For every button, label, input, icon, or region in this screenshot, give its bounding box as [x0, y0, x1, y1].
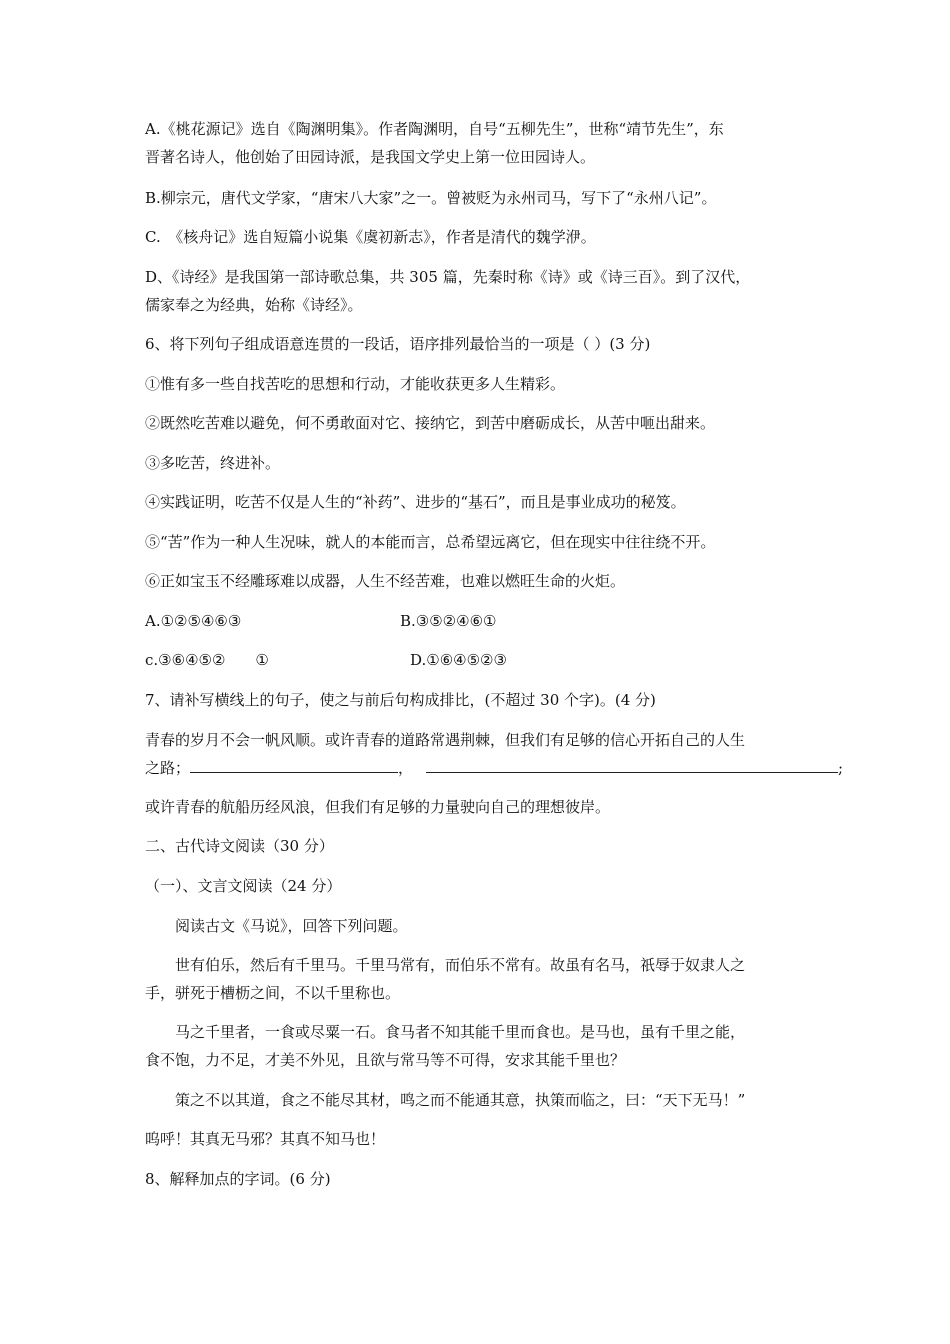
- passage-line-2: [145, 757, 843, 778]
- sentence-2: ②既然吃苦难以避免，何不勇敢面对它、接纳它，到苦中磨砺成长，从苦中咂出甜来。: [145, 414, 716, 432]
- passage-line-1: 青春的岁月不会一帆风顺。或许青春的道路常遇荆棘，但我们有足够的信心开拓自己的人生: [145, 731, 746, 749]
- mashuo-para-1-line-1: 世有伯乐，然后有千里马。千里马常有，而伯乐不常有。故虽有名马，祇辱于奴隶人之: [175, 956, 746, 974]
- mashuo-para-3-line-1: 策之不以其道，食之不能尽其材，鸣之而不能通其意，执策而临之，曰：“天下无马！”: [175, 1091, 746, 1109]
- mashuo-para-2-line-1: 马之千里者，一食或尽粟一石。食马者不知其能千里而食也。是马也，虽有千里之能，: [175, 1023, 746, 1041]
- option-c: C. 《核舟记》选自短篇小说集《虞初新志》，作者是清代的魏学洢。: [145, 228, 596, 246]
- section-2-heading: 二、古代诗文阅读（30 分）: [145, 837, 334, 855]
- subsection-heading: （一）、文言文阅读（24 分）: [145, 877, 342, 895]
- option-a-line-2: 晋著名诗人，他创始了田园诗派，是我国文学史上第一位田园诗人。: [145, 148, 596, 166]
- question-7: 7、请补写横线上的句子，使之与前后句构成排比，(不超过 30 个字)。(4 分): [145, 691, 656, 709]
- question-8: 8、解释加点的字词。(6 分): [145, 1170, 331, 1188]
- comma-separator: ，: [398, 759, 414, 777]
- choice-d: D.①⑥④⑤②③: [410, 651, 507, 669]
- sentence-3: ③多吃苦，终进补。: [145, 454, 281, 472]
- passage-prefix: 之路；: [145, 759, 191, 777]
- answer-blank-1[interactable]: [190, 757, 398, 773]
- mashuo-para-1-line-2: 手，骈死于槽枥之间，不以千里称也。: [145, 984, 401, 1002]
- choice-c: c.③⑥④⑤② ①: [145, 651, 269, 669]
- choice-b: B.③⑤②④⑥①: [400, 612, 497, 630]
- option-a-line-1: A.《桃花源记》选自《陶渊明集》。作者陶渊明，自号“五柳先生”，世称“靖节先生”，东: [145, 120, 724, 138]
- sentence-6: ⑥正如宝玉不经雕琢难以成器，人生不经苦难，也难以燃旺生命的火炬。: [145, 572, 626, 590]
- reading-intro: 阅读古文《马说》，回答下列问题。: [175, 917, 408, 935]
- passage-line-3: 或许青春的航船历经风浪，但我们有足够的力量驶向自己的理想彼岸。: [145, 798, 611, 816]
- question-6: 6、将下列句子组成语意连贯的一段话，语序排列最恰当的一项是（ ）(3 分): [145, 335, 651, 353]
- answer-blank-2[interactable]: [426, 757, 838, 773]
- mashuo-para-3-line-2: 呜呼！其真无马邪？其真不知马也！: [145, 1130, 386, 1148]
- sentence-4: ④实践证明，吃苦不仅是人生的“补药”、进步的“基石”，而且是事业成功的秘笈。: [145, 493, 686, 511]
- semicolon: ;: [838, 759, 844, 777]
- mashuo-para-2-line-2: 食不饱，力不足，才美不外见，且欲与常马等不可得，安求其能千里也？: [145, 1051, 626, 1069]
- option-d-line-1: D、《诗经》是我国第一部诗歌总集，共 305 篇，先秦时称《诗》或《诗三百》。到了汉代，: [145, 268, 751, 286]
- option-d-line-2: 儒家奉之为经典，始称《诗经》。: [145, 296, 363, 314]
- option-b: B.柳宗元，唐代文学家，“唐宋八大家”之一。曾被贬为永州司马，写下了“永州八记”。: [145, 189, 717, 207]
- choice-a: A.①②⑤④⑥③: [145, 612, 242, 630]
- sentence-5: ⑤“苦”作为一种人生况味，就人的本能而言，总希望远离它，但在现实中往往绕不开。: [145, 533, 716, 551]
- sentence-1: ①惟有多一些自找苦吃的思想和行动，才能收获更多人生精彩。: [145, 375, 566, 393]
